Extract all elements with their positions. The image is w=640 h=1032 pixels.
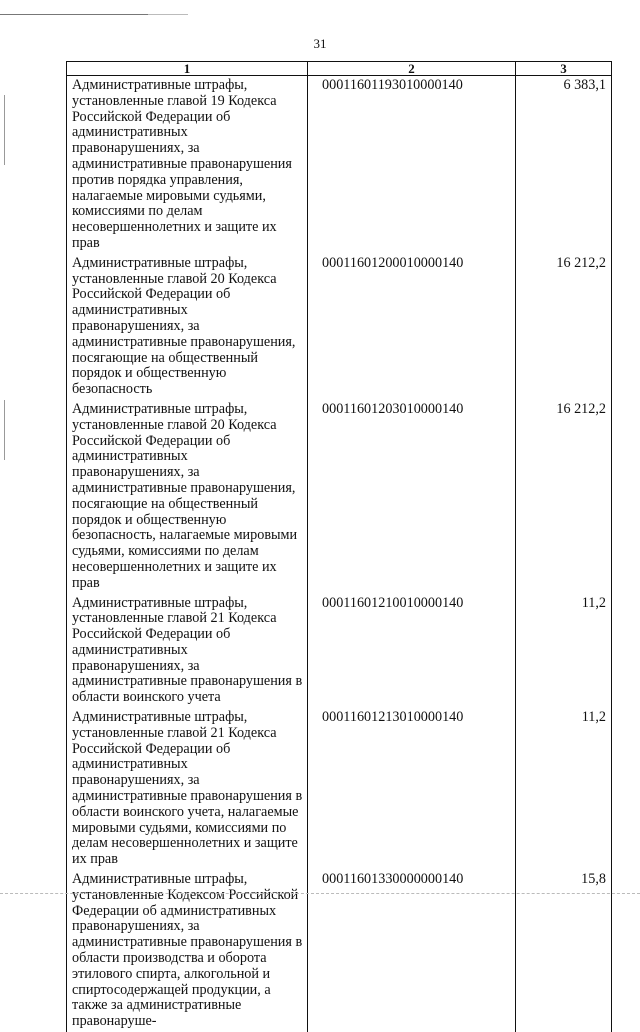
table-row — [67, 76, 612, 254]
table-row — [67, 708, 612, 870]
table-row — [67, 400, 612, 594]
row-code: 00011601330000000140 — [308, 870, 516, 1032]
top-scan-rule — [0, 14, 148, 15]
row-description: Административные штрафы, установленные главой 20 Кодекса Российской Федерации об административных правонарушениях, за административные правонарушения, посягающие на общественный порядок и общественную безопасность — [67, 254, 308, 400]
column-header-description: 1 — [67, 62, 308, 76]
row-description: Административные штрафы, установленные главой 20 Кодекса Российской Федерации об административных правонарушениях, за административные правонарушения, посягающие на общественный порядок и общественную безопасность, налагаемые мировыми судьями, комиссиями по делам несовершеннолетних и защите их прав — [67, 400, 308, 594]
row-description: Административные штрафы, установленные Кодексом Российской Федерации об административных правонарушениях, за административные правонарушения в области производства и оборота этилового спирта, алкогольной и спиртосодержащей продукции, а также за административные правонаруше- — [67, 870, 308, 1032]
table-header-row — [67, 62, 612, 76]
table-row — [67, 254, 612, 400]
row-code: 00011601210010000140 — [308, 594, 516, 709]
row-description: Административные штрафы, установленные главой 21 Кодекса Российской Федерации об административных правонарушениях, за административные правонарушения в области воинского учета, налагаемые мировыми судьями, комиссиями по делам несовершеннолетних и защите их прав — [67, 708, 308, 870]
row-amount: 15,8 — [516, 870, 612, 1032]
row-code: 00011601193010000140 — [308, 76, 516, 254]
left-margin-mark — [4, 95, 5, 165]
table-row — [67, 870, 612, 1032]
row-amount: 16 212,2 — [516, 400, 612, 594]
row-amount: 6 383,1 — [516, 76, 612, 254]
row-amount: 11,2 — [516, 708, 612, 870]
top-scan-rule-light — [148, 14, 188, 15]
row-description: Административные штрафы, установленные главой 21 Кодекса Российской Федерации об административных правонарушениях, за административные правонарушения в области воинского учета — [67, 594, 308, 709]
revenue-table — [66, 61, 612, 1032]
row-code: 00011601200010000140 — [308, 254, 516, 400]
row-code: 00011601213010000140 — [308, 708, 516, 870]
row-amount: 11,2 — [516, 594, 612, 709]
page-number: 31 — [313, 36, 327, 51]
left-margin-mark — [4, 400, 5, 460]
column-header-amount: 3 — [516, 62, 612, 76]
table-row — [67, 594, 612, 709]
row-code: 00011601203010000140 — [308, 400, 516, 594]
column-header-code: 2 — [308, 62, 516, 76]
row-description: Административные штрафы, установленные главой 19 Кодекса Российской Федерации об административных правонарушениях, за административные правонарушения против порядка управления, налагаемые мировыми судьями, комиссиями по делам несовершеннолетних и защите их прав — [67, 76, 308, 254]
row-amount: 16 212,2 — [516, 254, 612, 400]
bottom-scan-rule — [0, 893, 640, 894]
